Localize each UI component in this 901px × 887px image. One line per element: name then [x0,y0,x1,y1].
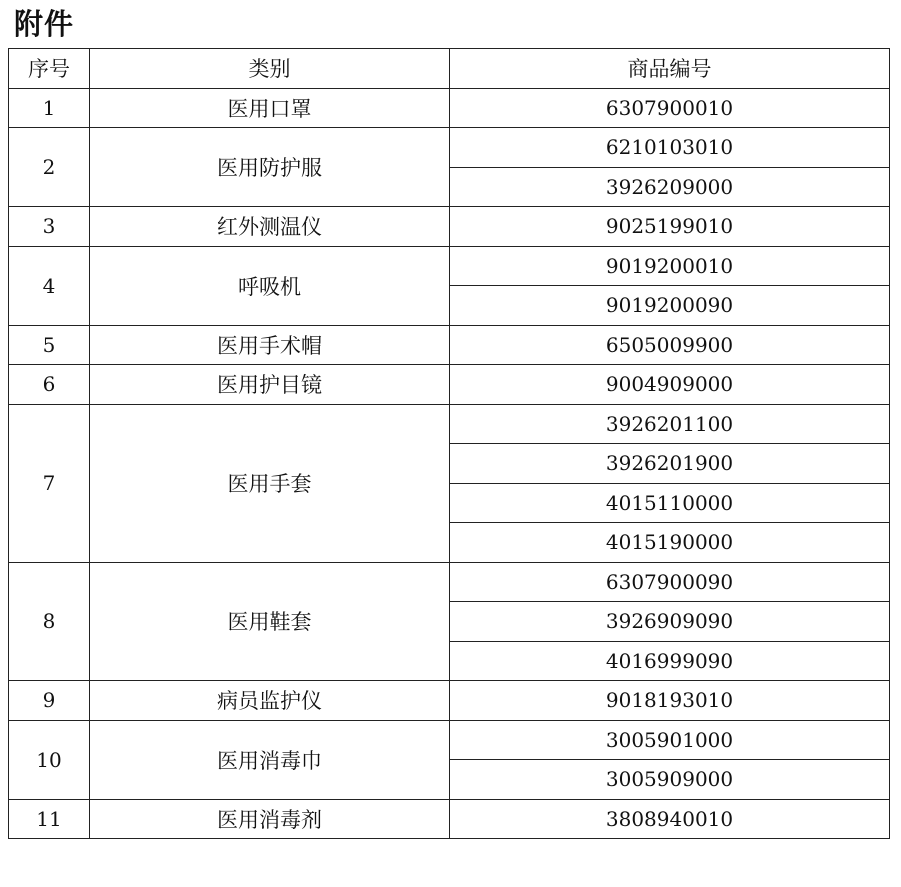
serial-number-cell: 3 [9,207,90,247]
table-body [9,88,890,839]
category-cell: 医用防护服 [90,128,450,207]
product-code-cell: 3926209000 [450,167,890,207]
serial-number-cell: 5 [9,325,90,365]
product-code-cell: 3005909000 [450,760,890,800]
header-serial-number: 序号 [9,49,90,89]
serial-number-cell: 1 [9,88,90,128]
table-row [9,88,890,128]
product-code-cell: 6307900090 [450,562,890,602]
product-code-cell: 6307900010 [450,88,890,128]
table-header [9,49,890,89]
category-cell: 医用鞋套 [90,562,450,681]
table-row [9,404,890,444]
header-row [9,49,890,89]
product-code-cell: 3926909090 [450,602,890,642]
serial-number-cell: 11 [9,799,90,839]
serial-number-cell: 10 [9,720,90,799]
serial-number-cell: 8 [9,562,90,681]
table-row [9,562,890,602]
table-row [9,128,890,168]
product-code-cell: 3808940010 [450,799,890,839]
header-product-code: 商品编号 [450,49,890,89]
product-code-cell: 6210103010 [450,128,890,168]
category-cell: 医用手套 [90,404,450,562]
serial-number-cell: 2 [9,128,90,207]
product-code-cell: 9004909000 [450,365,890,405]
table-row [9,325,890,365]
category-cell: 红外测温仪 [90,207,450,247]
attachment-table [8,48,890,839]
serial-number-cell: 4 [9,246,90,325]
category-cell: 医用消毒剂 [90,799,450,839]
table-row [9,799,890,839]
product-code-cell: 9019200090 [450,286,890,326]
table-row [9,365,890,405]
product-code-cell: 4015190000 [450,523,890,563]
product-code-cell: 9025199010 [450,207,890,247]
product-code-cell: 9018193010 [450,681,890,721]
document-title: 附件 [14,7,75,41]
category-cell: 医用消毒巾 [90,720,450,799]
category-cell: 病员监护仪 [90,681,450,721]
product-code-cell: 9019200010 [450,246,890,286]
serial-number-cell: 6 [9,365,90,405]
product-code-cell: 3926201900 [450,444,890,484]
table-row [9,681,890,721]
product-code-cell: 6505009900 [450,325,890,365]
category-cell: 医用护目镜 [90,365,450,405]
category-cell: 医用口罩 [90,88,450,128]
table-row [9,207,890,247]
product-code-cell: 3926201100 [450,404,890,444]
serial-number-cell: 7 [9,404,90,562]
table-row [9,720,890,760]
header-category: 类别 [90,49,450,89]
product-code-cell: 4016999090 [450,641,890,681]
category-cell: 医用手术帽 [90,325,450,365]
category-cell: 呼吸机 [90,246,450,325]
table-row [9,246,890,286]
product-code-cell: 4015110000 [450,483,890,523]
product-code-cell: 3005901000 [450,720,890,760]
serial-number-cell: 9 [9,681,90,721]
